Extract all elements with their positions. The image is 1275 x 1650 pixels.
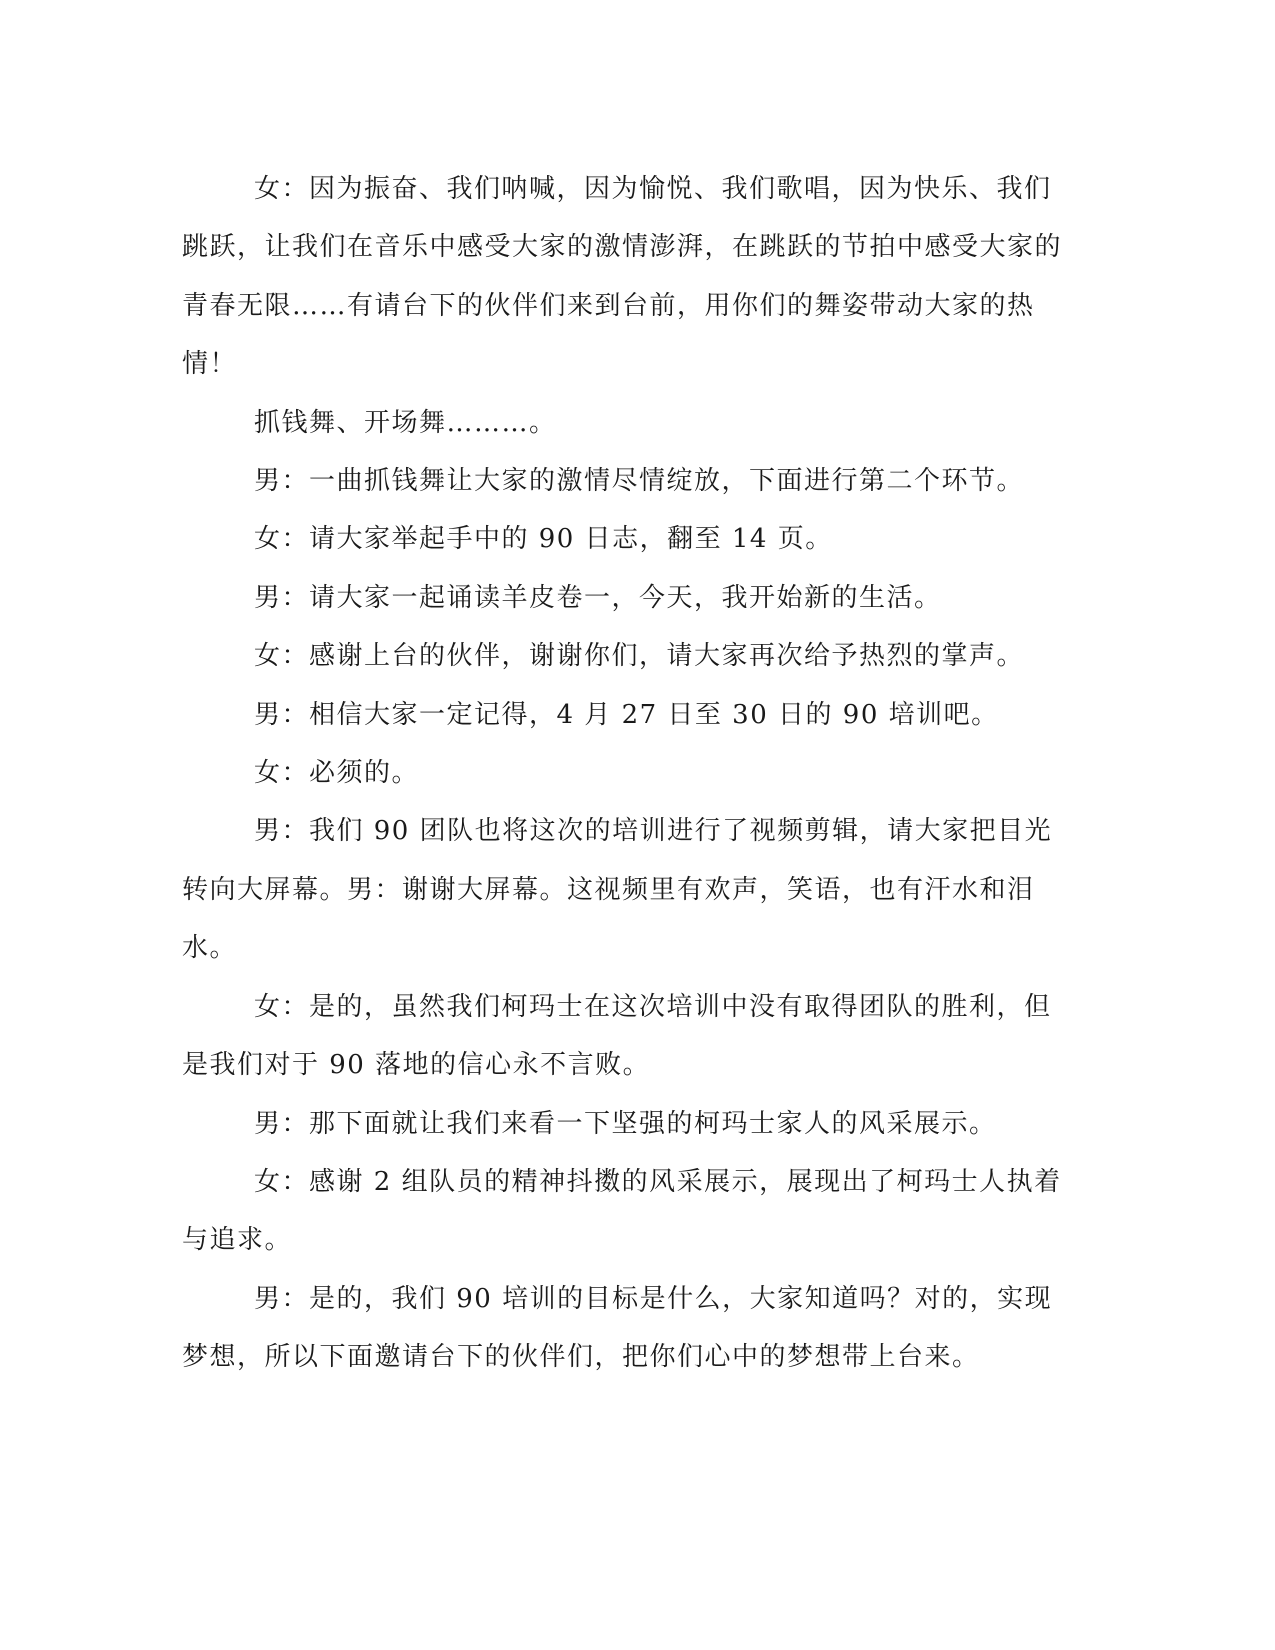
paragraph-4: 女：请大家举起手中的 90 日志，翻至 14 页。 bbox=[254, 524, 833, 555]
paragraph-10: 女：是的，虽然我们柯玛士在这次培训中没有取得团队的胜利，但是我们对于 90 落地的信心永不言败。 bbox=[182, 991, 1052, 1081]
paragraph-5: 男：请大家一起诵读羊皮卷一，今天，我开始新的生活。 bbox=[254, 582, 942, 613]
paragraph-12: 女：感谢 2 组队员的精神抖擞的风采展示，展现出了柯玛士人执着与追求。 bbox=[182, 1166, 1062, 1256]
paragraph-7: 男：相信大家一定记得，4 月 27 日至 30 日的 90 培训吧。 bbox=[254, 699, 999, 730]
paragraph-13: 男：是的，我们 90 培训的目标是什么，大家知道吗？对的，实现梦想，所以下面邀请台下的伙伴们，把你们心中的梦想带上台来。 bbox=[182, 1283, 1053, 1373]
script-body bbox=[182, 160, 1062, 1387]
paragraph-6: 女：感谢上台的伙伴，谢谢你们，请大家再次给予热烈的掌声。 bbox=[254, 641, 1025, 672]
paragraph-3: 男：一曲抓钱舞让大家的激情尽情绽放，下面进行第二个环节。 bbox=[254, 466, 1025, 497]
paragraph-9: 男：我们 90 团队也将这次的培训进行了视频剪辑，请大家把目光转向大屏幕。男：谢谢大屏幕。这视频里有欢声，笑语，也有汗水和泪水。 bbox=[182, 816, 1053, 964]
paragraph-1: 女：因为振奋、我们呐喊，因为愉悦、我们歌唱，因为快乐、我们跳跃，让我们在音乐中感受大家的激情澎湃，在跳跃的节拍中感受大家的青春无限……有请台下的伙伴们来到台前，用你们的舞姿带动大家的热情！ bbox=[182, 174, 1063, 380]
paragraph-2: 抓钱舞、开场舞………。 bbox=[254, 407, 557, 438]
paragraph-8: 女：必须的。 bbox=[254, 758, 420, 789]
paragraph-11: 男：那下面就让我们来看一下坚强的柯玛士家人的风采展示。 bbox=[254, 1108, 997, 1139]
